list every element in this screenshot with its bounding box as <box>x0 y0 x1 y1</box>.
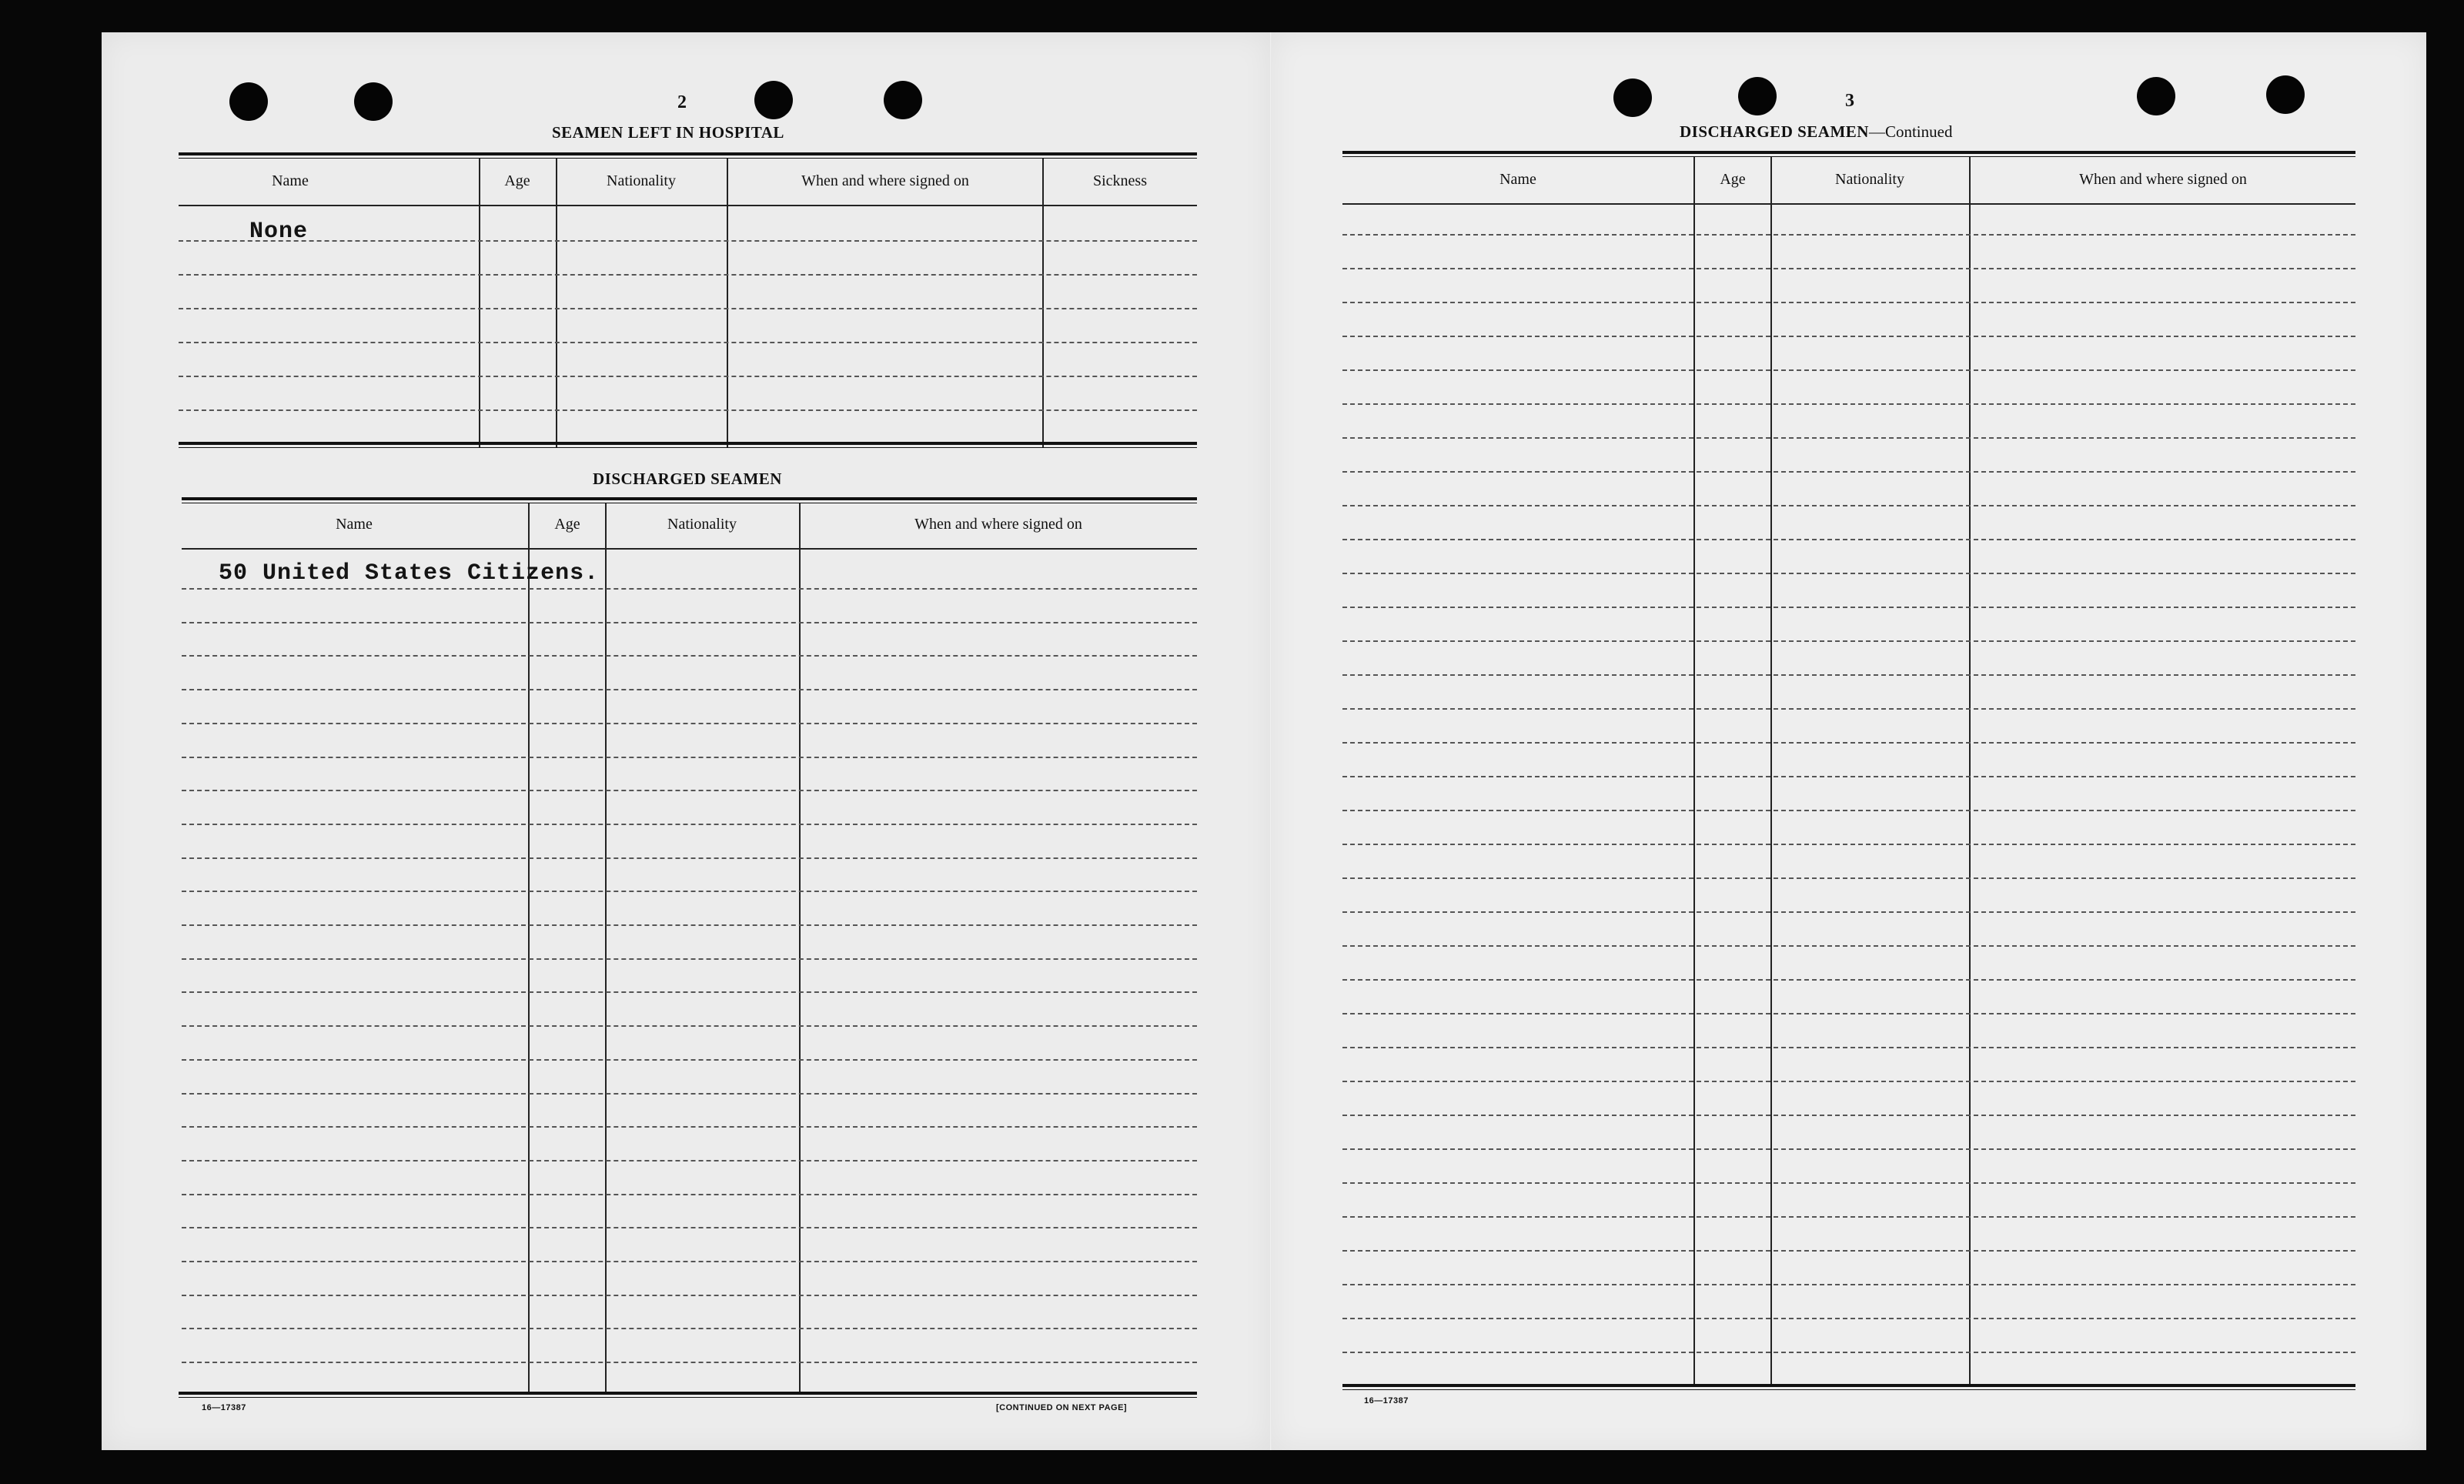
hospital-top-rule <box>179 152 1197 159</box>
ruled-line <box>1342 1318 2355 1319</box>
hospital-entry: None <box>249 219 309 245</box>
ruled-line <box>179 409 1197 411</box>
left-page <box>102 32 1270 1450</box>
ruled-line <box>1342 1148 2355 1150</box>
ruled-line <box>1342 1250 2355 1252</box>
page-number: 2 <box>677 92 687 112</box>
page-number: 3 <box>1845 91 1854 111</box>
ruled-line <box>182 1261 1197 1262</box>
punch-hole <box>2137 77 2175 115</box>
ruled-line <box>182 1295 1197 1296</box>
ruled-line <box>1342 302 2355 303</box>
ruled-line <box>1342 1284 2355 1285</box>
discharged-bottom-rule <box>179 1392 1197 1398</box>
ruled-line <box>1342 336 2355 337</box>
ruled-line <box>182 1160 1197 1161</box>
ruled-line <box>182 958 1197 960</box>
ruled-line <box>182 1025 1197 1027</box>
punch-hole <box>1613 79 1652 117</box>
right-col-signed-on: When and where signed on <box>2079 171 2247 188</box>
ruled-line <box>1342 471 2355 473</box>
discharged-col-signed-on: When and where signed on <box>914 516 1082 533</box>
right-col-name: Name <box>1499 171 1536 188</box>
hospital-col-name: Name <box>272 172 309 189</box>
hospital-col-sickness: Sickness <box>1093 172 1147 189</box>
discharged-top-rule <box>182 497 1197 503</box>
ruled-line <box>1342 234 2355 236</box>
ruled-line <box>1342 674 2355 676</box>
discharged-header-rule <box>182 548 1197 550</box>
ruled-line <box>1342 640 2355 642</box>
ruled-line <box>182 1093 1197 1095</box>
ruled-line <box>182 824 1197 825</box>
ruled-line <box>182 1362 1197 1363</box>
punch-hole <box>354 82 393 121</box>
ruled-line <box>1342 369 2355 371</box>
ruled-line <box>182 1227 1197 1228</box>
ruled-line <box>1342 1013 2355 1014</box>
hospital-divider <box>479 159 480 448</box>
right-col-age: Age <box>1720 171 1746 188</box>
hospital-header-rule <box>179 205 1197 206</box>
ruled-line <box>1342 403 2355 405</box>
ruled-line <box>1342 810 2355 811</box>
ruled-line <box>182 1328 1197 1329</box>
hospital-col-age: Age <box>504 172 530 189</box>
hospital-divider <box>1042 159 1044 448</box>
right-page <box>1272 32 2426 1450</box>
ruled-line <box>1342 505 2355 506</box>
hospital-divider <box>727 159 728 448</box>
ruled-line <box>1342 1047 2355 1048</box>
ruled-line <box>1342 844 2355 845</box>
hospital-section-title: SEAMEN LEFT IN HOSPITAL <box>552 123 784 142</box>
ruled-line <box>182 1059 1197 1061</box>
ruled-line <box>1342 437 2355 439</box>
ruled-line <box>1342 539 2355 540</box>
ruled-line <box>182 1126 1197 1128</box>
discharged-continued-title-main: DISCHARGED SEAMEN <box>1680 122 1869 141</box>
ruled-line <box>1342 742 2355 744</box>
ruled-line <box>1342 911 2355 913</box>
ruled-line <box>1342 945 2355 947</box>
ruled-line <box>182 757 1197 758</box>
ruled-line <box>1342 1081 2355 1082</box>
ruled-line <box>182 991 1197 993</box>
ruled-line <box>182 891 1197 892</box>
punch-hole <box>1738 77 1777 115</box>
ruled-line <box>179 308 1197 309</box>
ruled-line <box>179 376 1197 377</box>
punch-hole <box>884 81 922 119</box>
discharged-col-name: Name <box>336 516 373 533</box>
ruled-line <box>179 274 1197 276</box>
ruled-line <box>182 1194 1197 1195</box>
ruled-line <box>182 588 1197 590</box>
ruled-line <box>182 790 1197 791</box>
ruled-line <box>1342 708 2355 710</box>
hospital-col-nationality: Nationality <box>607 172 676 189</box>
discharged-col-nationality: Nationality <box>667 516 737 533</box>
ruled-line <box>1342 1352 2355 1353</box>
ruled-line <box>182 689 1197 690</box>
ruled-line <box>179 342 1197 343</box>
right-divider <box>1693 157 1695 1385</box>
discharged-continued-suffix: —Continued <box>1868 122 1953 141</box>
right-divider <box>1770 157 1772 1385</box>
ruled-line <box>1342 776 2355 777</box>
ruled-line <box>179 240 1197 242</box>
ruled-line <box>182 857 1197 859</box>
hospital-bottom-rule <box>179 442 1197 448</box>
hospital-col-signed-on: When and where signed on <box>801 172 969 189</box>
form-number: 16—17387 <box>1364 1396 1409 1405</box>
hospital-divider <box>556 159 557 448</box>
right-bottom-rule <box>1342 1384 2355 1390</box>
right-col-nationality: Nationality <box>1835 171 1904 188</box>
ruled-line <box>1342 979 2355 981</box>
discharged-entry: 50 United States Citizens. <box>219 560 600 587</box>
ruled-line <box>182 723 1197 724</box>
ruled-line <box>1342 877 2355 879</box>
ruled-line <box>1342 573 2355 574</box>
ruled-line <box>1342 268 2355 269</box>
discharged-continued-title <box>1680 122 1952 142</box>
ruled-line <box>1342 1115 2355 1116</box>
ruled-line <box>1342 1216 2355 1218</box>
ruled-line <box>1342 607 2355 608</box>
ruled-line <box>182 655 1197 657</box>
right-divider <box>1969 157 1971 1385</box>
discharged-col-age: Age <box>554 516 580 533</box>
right-top-rule <box>1342 151 2355 157</box>
punch-hole <box>2266 75 2305 114</box>
continued-note: [CONTINUED ON NEXT PAGE] <box>996 1403 1128 1412</box>
discharged-section-title: DISCHARGED SEAMEN <box>593 470 782 488</box>
punch-hole <box>229 82 268 121</box>
right-header-rule <box>1342 203 2355 205</box>
ruled-line <box>182 924 1197 926</box>
punch-hole <box>754 81 793 119</box>
form-number: 16—17387 <box>202 1403 246 1412</box>
ruled-line <box>182 622 1197 623</box>
ruled-line <box>1342 1182 2355 1184</box>
